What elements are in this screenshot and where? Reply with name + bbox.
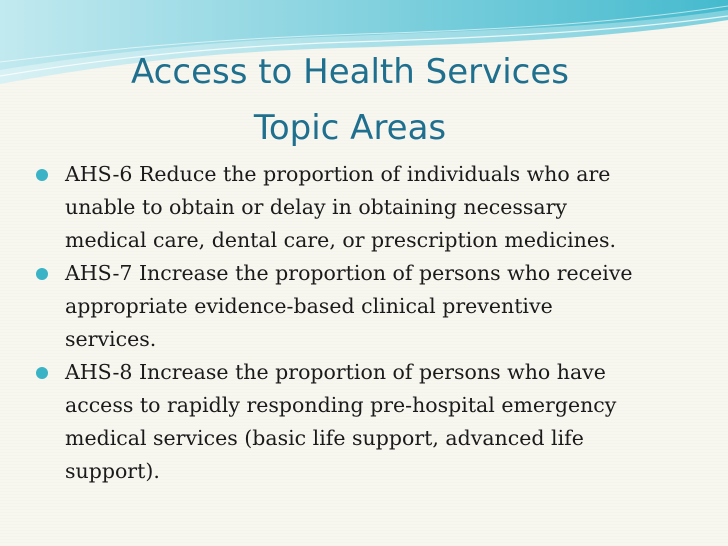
- bullet-dot-icon: [36, 268, 48, 280]
- bullet-item-ahs-8: [36, 356, 696, 488]
- slide-title-line-1: Access to Health Services: [131, 52, 569, 92]
- bullet-dot-icon: [36, 169, 48, 181]
- bullet-item-ahs-7: [36, 257, 696, 356]
- bullet-text-line: AHS-6 Reduce the proportion of individuals who are: [65, 162, 611, 186]
- bullet-text-line: AHS-8 Increase the proportion of persons who have: [65, 360, 606, 384]
- slide-title: [60, 44, 640, 156]
- bullet-text-line: appropriate evidence-based clinical preventive: [65, 294, 553, 318]
- bullet-dot-icon: [36, 367, 48, 379]
- bullet-text-line: services.: [65, 327, 157, 351]
- bullet-text-line: medical care, dental care, or prescription medicines.: [65, 228, 617, 252]
- slide-title-line-2: Topic Areas: [253, 108, 447, 148]
- bullet-text-line: support).: [65, 459, 160, 483]
- bullet-text-line: unable to obtain or delay in obtaining necessary: [65, 195, 567, 219]
- bullet-text-line: medical services (basic life support, advanced life: [65, 426, 584, 450]
- bullet-text-line: AHS-7 Increase the proportion of persons who receive: [65, 261, 633, 285]
- bullet-list: [36, 158, 696, 488]
- bullet-text-line: access to rapidly responding pre-hospital emergency: [65, 393, 617, 417]
- bullet-item-ahs-6: [36, 158, 696, 257]
